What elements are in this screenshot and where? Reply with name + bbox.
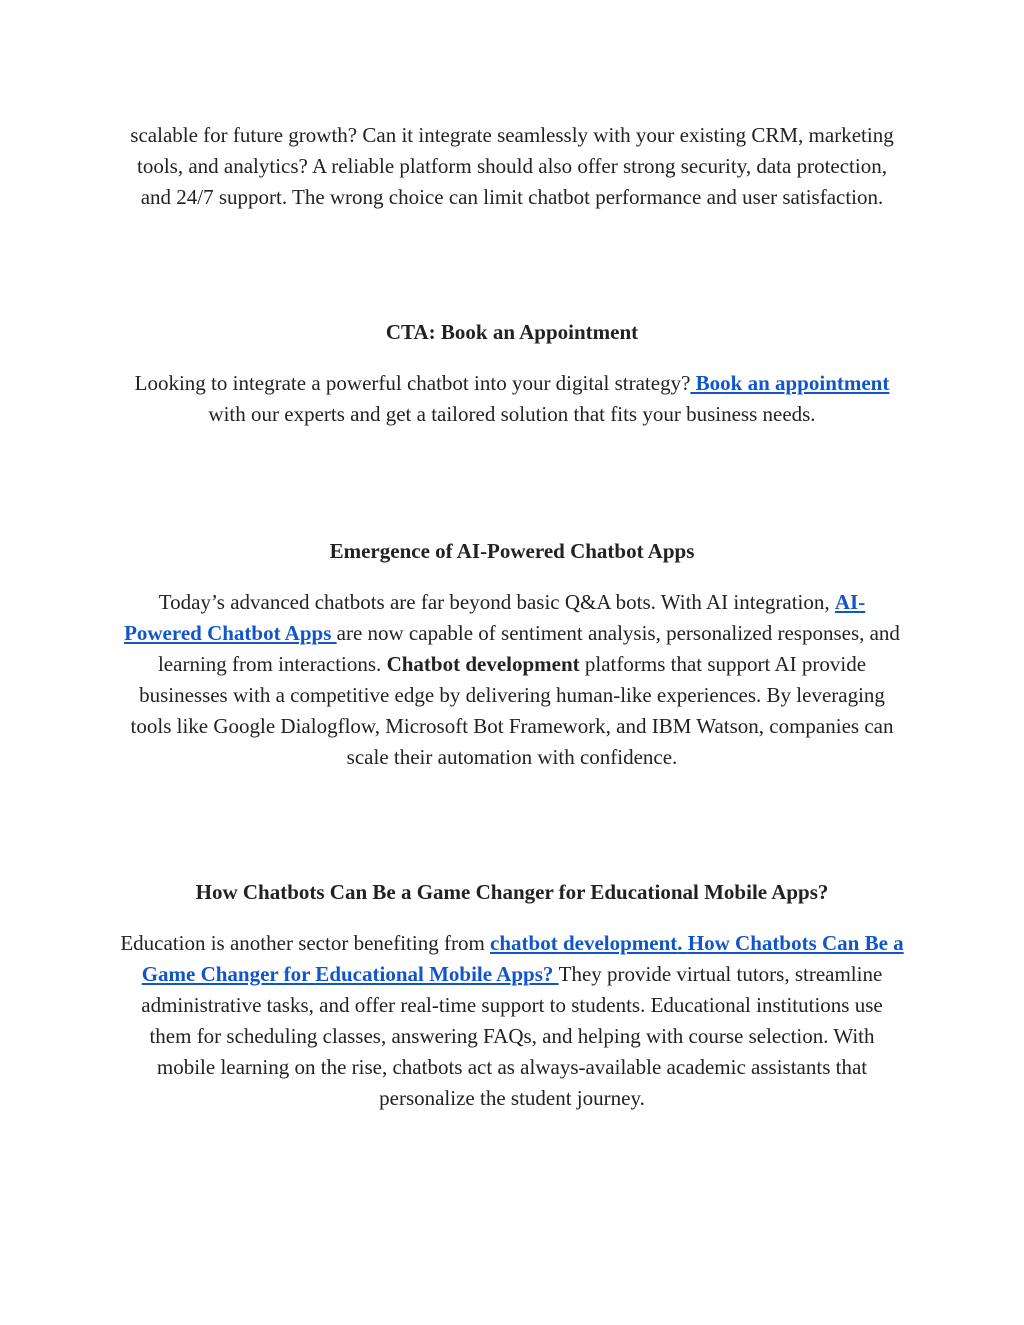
chatbot-development-bold: Chatbot development [386,652,580,676]
chatbot-development-link[interactable]: chatbot development [490,931,678,955]
ai-text-before: Today’s advanced chatbots are far beyond basic Q&A bots. With AI integration, [158,590,835,614]
intro-paragraph: scalable for future growth? Can it integrate seamlessly with your existing CRM, marketing tools, and analytics? A reliable platform should also offer strong security, data protection, and 24/7 support. The wrong choice can limit chatbot performance and user satisfaction. [130,123,894,209]
cta-text-after: with our experts and get a tailored solution that fits your business needs. [208,402,816,426]
cta-heading: CTA: Book an Appointment [385,320,639,344]
ai-section-paragraph [120,587,904,773]
link-separator: . [677,931,688,955]
ai-text-after: platforms that support AI provide businesses with a competitive edge by delivering human-like experiences. By leveraging tools like Google Dialogflow, Microsoft Bot Framework, and IBM Watson, companies can scale their automation with confidence. [130,652,894,769]
cta-paragraph [120,368,904,430]
book-appointment-link[interactable]: Book an appointment [690,371,890,395]
educational-apps-article-link[interactable]: How Chatbots Can Be a Game Changer for Educational Mobile Apps? [141,931,904,986]
education-section-heading: How Chatbots Can Be a Game Changer for Educational Mobile Apps? [195,880,829,904]
ai-text-middle: are now capable of sentiment analysis, personalized responses, and learning from interactions. [157,621,900,676]
ai-powered-chatbot-apps-link[interactable]: AI-Powered Chatbot Apps [124,590,866,645]
education-text-after: They provide virtual tutors, streamline administrative tasks, and offer real-time support to students. Educational institutions use them for scheduling classes, answering FAQs, and helping with course selection. With mobile learning on the rise, chatbots act as always-available academic assistants that personalize the student journey. [141,962,883,1110]
education-text-before: Education is another sector benefiting from [120,931,491,955]
ai-section-heading: Emergence of AI-Powered Chatbot Apps [329,539,695,563]
education-section-paragraph [120,928,904,1114]
cta-text-before: Looking to integrate a powerful chatbot into your digital strategy? [134,371,691,395]
